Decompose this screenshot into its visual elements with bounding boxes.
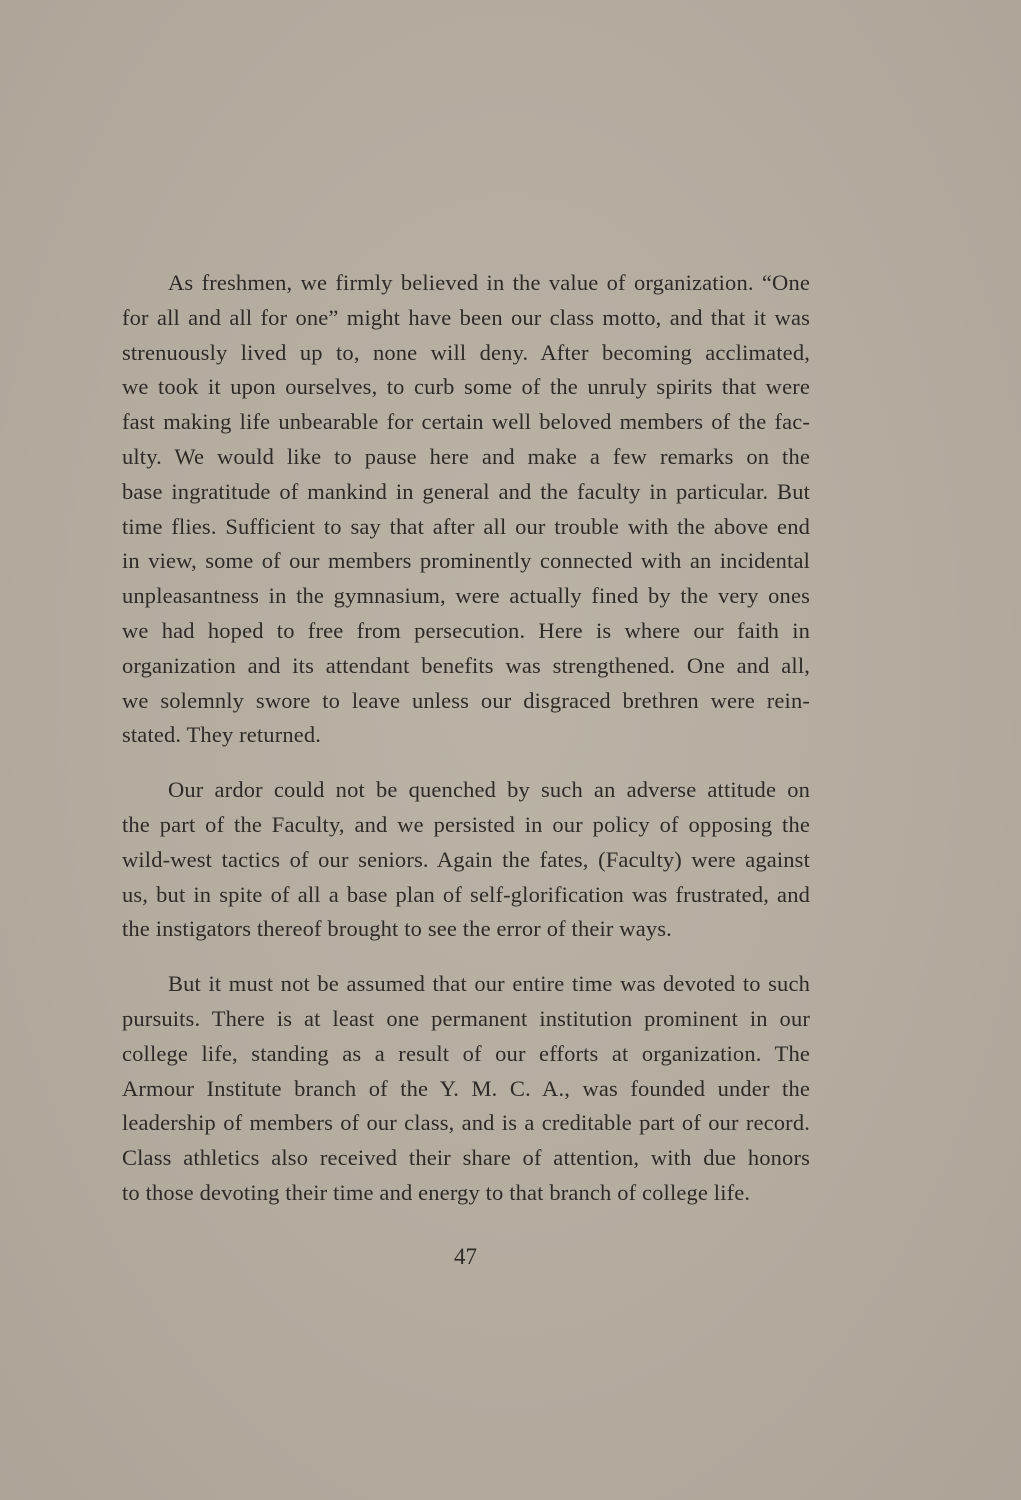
text-line: we took it upon ourselves, to curb some of the unruly spirits that were	[122, 374, 810, 400]
paragraph-gap	[122, 753, 810, 773]
text-line: As freshmen, we firmly believed in the value of organization. “One	[168, 270, 810, 295]
text-line: base ingratitude of mankind in general and the faculty in particular. But	[122, 478, 810, 504]
text-line: in view, some of our members prominently connected with an incidental	[122, 548, 810, 574]
text-line: stated. They returned.	[122, 722, 322, 748]
text-line: organization and its attendant benefits was strengthened. One and all,	[122, 652, 810, 678]
text-line: for all and all for one” might have been our class motto, and that it was	[122, 304, 810, 330]
text-line: we had hoped to free from persecution. Here is where our faith in	[122, 617, 810, 643]
page-body	[122, 266, 810, 1211]
text-line: pursuits. There is at least one permanent institution prominent in our	[122, 1005, 810, 1031]
text-line: the part of the Faculty, and we persisted in our policy of opposing the	[122, 811, 810, 837]
text-line: unpleasantness in the gymnasium, were actually fined by the very ones	[122, 583, 810, 609]
text-line: wild-west tactics of our seniors. Again the fates, (Faculty) were against	[122, 846, 810, 872]
paragraph-1	[122, 266, 810, 753]
text-line: Class athletics also received their share of attention, with due honors	[122, 1145, 810, 1171]
text-line: strenuously lived up to, none will deny. After becoming acclimated,	[122, 339, 810, 365]
paragraph-3	[122, 967, 810, 1211]
text-line: But it must not be assumed that our entire time was devoted to such	[168, 971, 810, 997]
paragraph-2	[122, 773, 810, 947]
text-line: ulty. We would like to pause here and make a few remarks on the	[122, 443, 810, 469]
text-line: we solemnly swore to leave unless our disgraced brethren were rein-	[122, 687, 810, 713]
text-line: time flies. Sufficient to say that after all our trouble with the above end	[122, 513, 810, 539]
text-line: to those devoting their time and energy to that branch of college life.	[122, 1179, 751, 1205]
text-line: Armour Institute branch of the Y. M. C. A., was founded under the	[122, 1075, 810, 1101]
page-number: 47	[454, 1244, 477, 1269]
text-line: the instigators thereof brought to see the error of their ways.	[122, 916, 672, 942]
text-line: college life, standing as a result of our efforts at organization. The	[122, 1040, 810, 1066]
text-line: fast making life unbearable for certain well beloved members of the fac-	[122, 409, 810, 435]
paragraph-gap	[122, 947, 810, 967]
text-line: Our ardor could not be quenched by such an adverse attitude on	[168, 777, 810, 803]
text-line: leadership of members of our class, and is a creditable part of our record.	[122, 1110, 810, 1136]
text-line: us, but in spite of all a base plan of self-glorification was frustrated, and	[122, 881, 810, 907]
